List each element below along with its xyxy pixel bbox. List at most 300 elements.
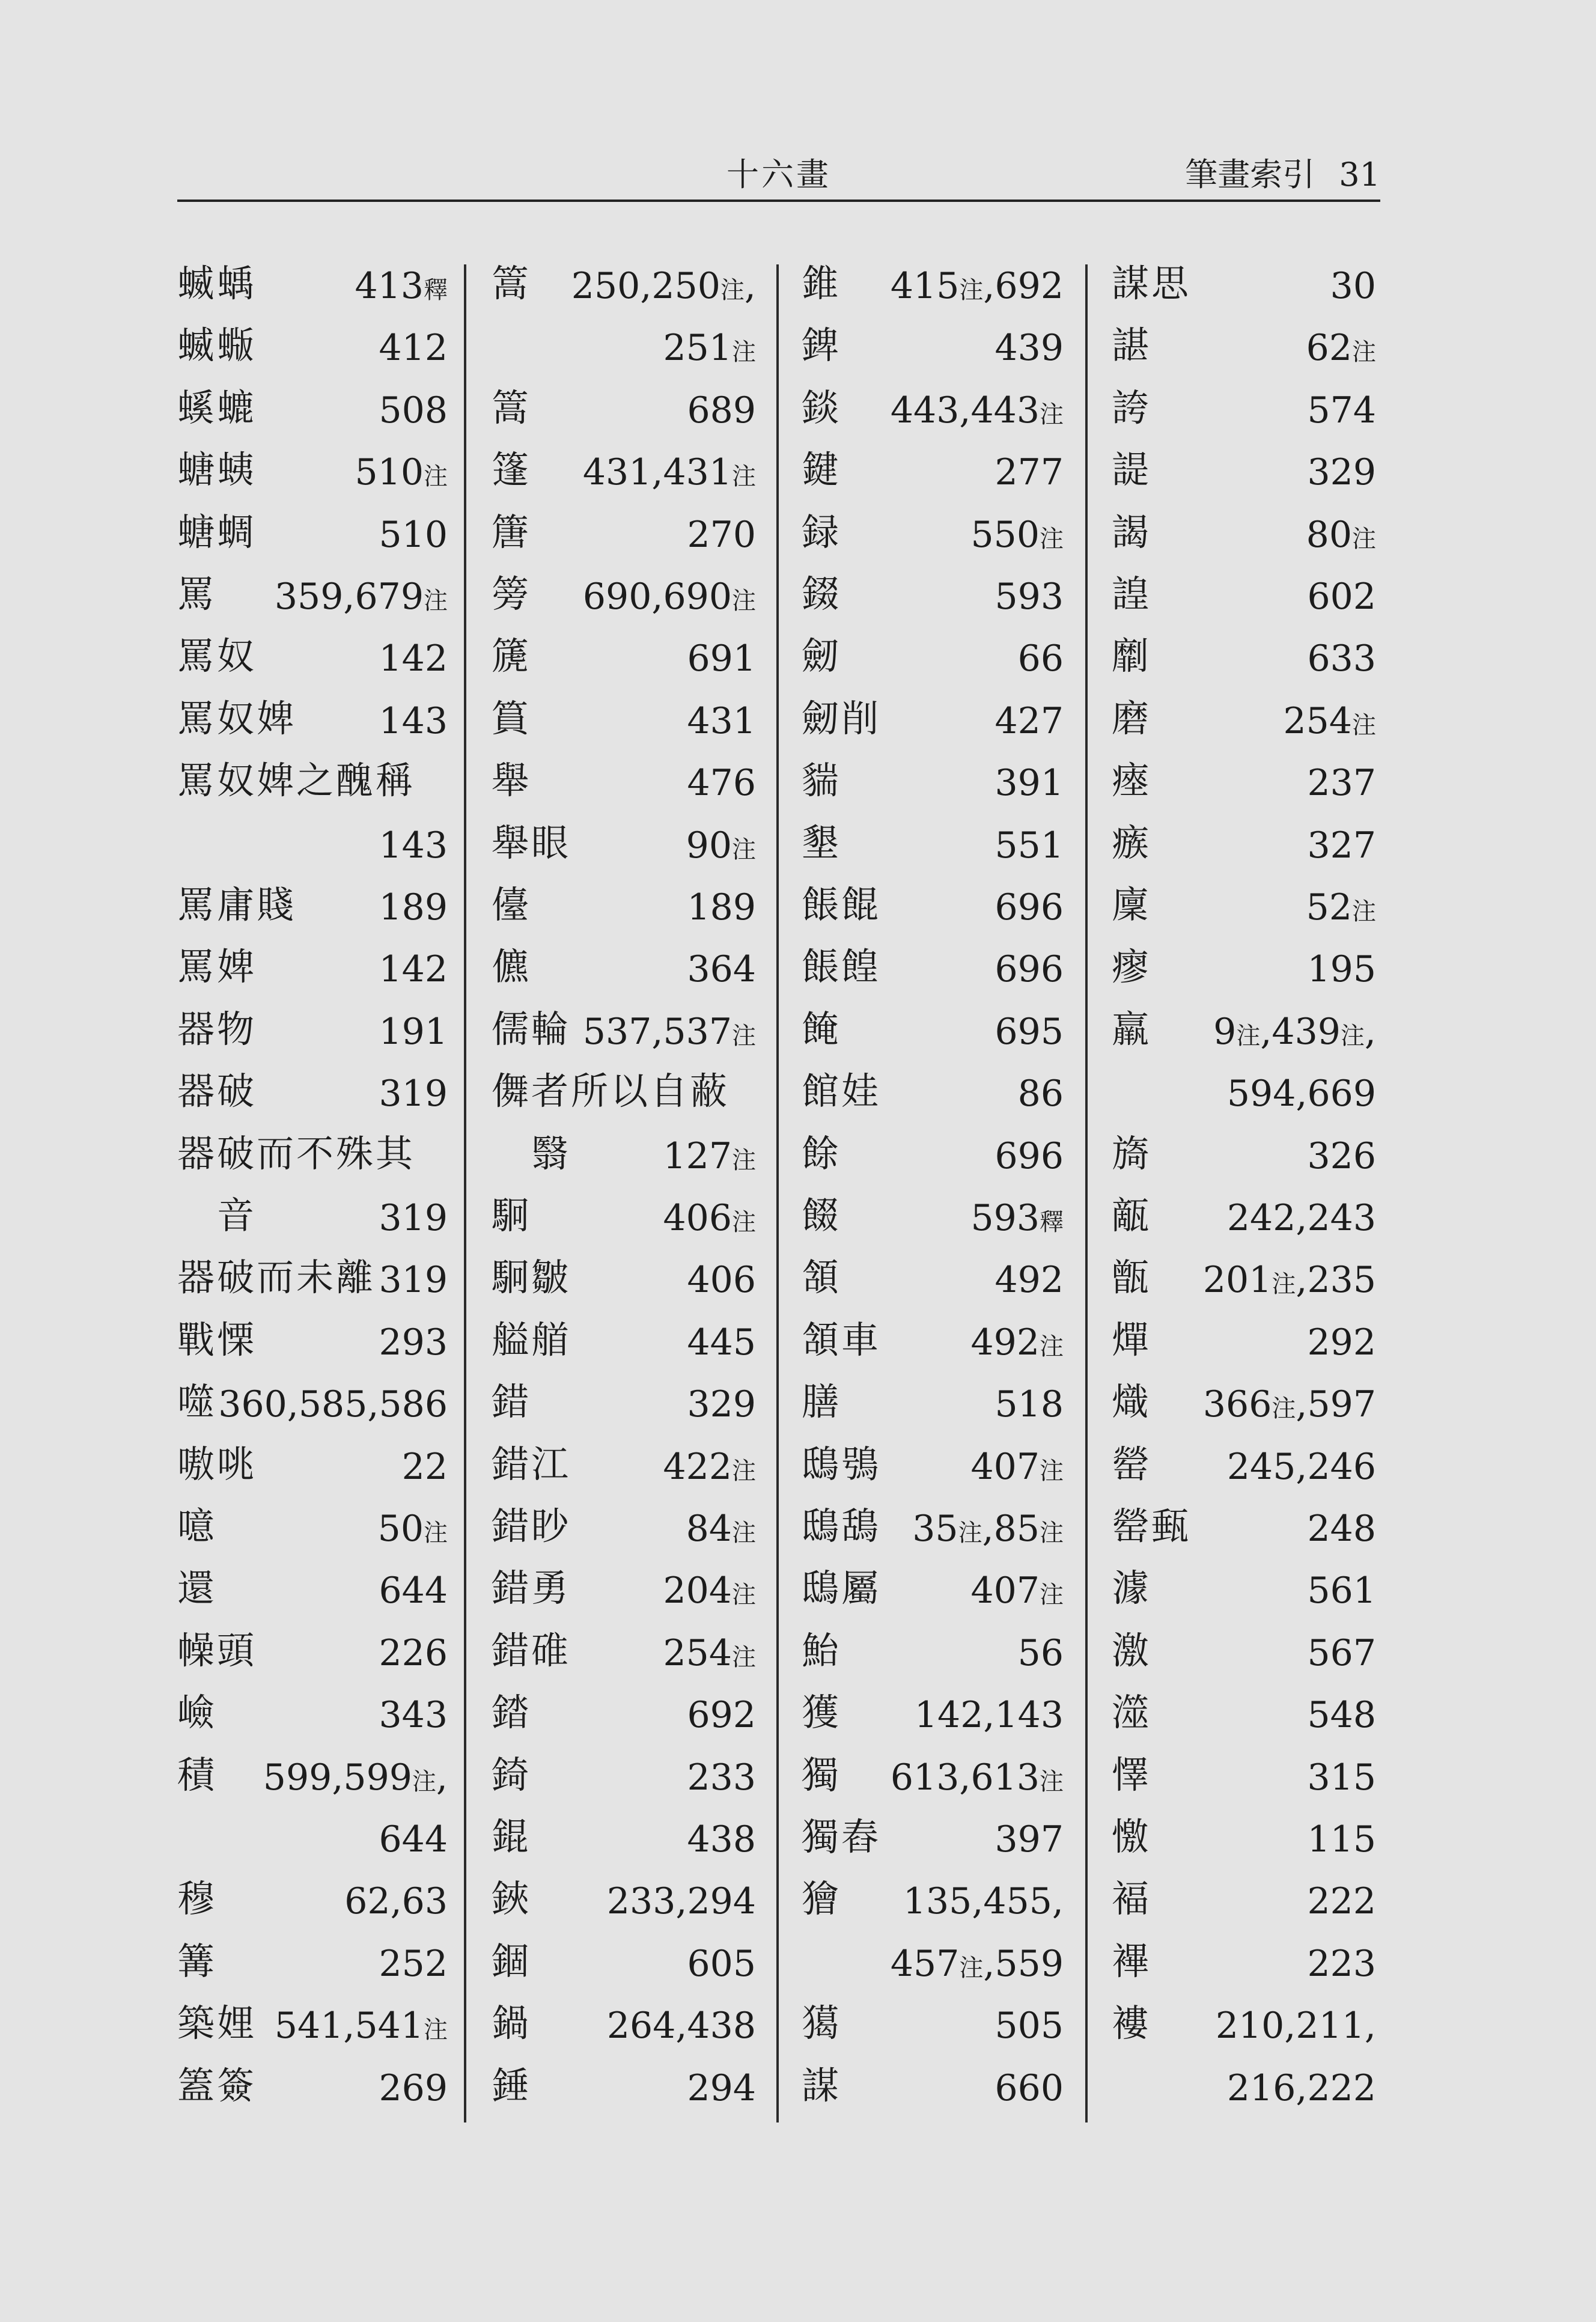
page-number-ref: 56: [1017, 1632, 1064, 1674]
page-number-ref: 201: [1202, 1259, 1272, 1302]
page-number-ref: 366: [1202, 1383, 1272, 1426]
index-entry: [1112, 446, 1376, 508]
index-entry: [492, 1999, 756, 2062]
entry-page-refs: [687, 1256, 756, 1304]
page-number-ref: 691: [687, 638, 756, 680]
page-number-ref: 115: [1307, 1818, 1376, 1860]
entry-page-refs: [687, 1318, 756, 1367]
index-entry: [802, 1378, 1064, 1440]
entry-page-refs: [1307, 386, 1376, 434]
index-entry: [1112, 1005, 1376, 1068]
index-entry: [1112, 508, 1376, 571]
page-number-ref: ,: [1364, 1010, 1376, 1053]
page-number-ref: 518: [994, 1383, 1064, 1426]
annotation-mark: 注: [1352, 898, 1376, 925]
page-number-ref: 277: [994, 451, 1064, 494]
index-entry: [802, 1937, 1064, 2000]
entry-term: 鍵: [802, 448, 842, 492]
entry-page-refs: [1307, 1877, 1376, 1925]
index-entry: [492, 757, 756, 819]
entry-term: 蝛蝺: [177, 261, 257, 305]
annotation-mark: 注: [424, 463, 448, 491]
entry-page-refs: [583, 573, 756, 625]
page-number-ref: 210,211,: [1215, 2005, 1376, 2047]
index-entry: [177, 757, 448, 819]
page-number-ref: 195: [1307, 948, 1376, 991]
index-column-1: [177, 260, 448, 2122]
index-entry: [1112, 1316, 1376, 1379]
entry-term: 諟: [1112, 448, 1152, 492]
index-entry: [802, 1254, 1064, 1316]
index-entry: [802, 321, 1064, 384]
entry-page-refs: [994, 821, 1064, 870]
entry-term: 館娃: [802, 1069, 882, 1114]
page-number-ref: 508: [379, 389, 448, 431]
entry-term: 誇: [1112, 385, 1152, 430]
page-number-ref: 223: [1307, 1942, 1376, 1985]
entry-page-refs: [1307, 1691, 1376, 1739]
annotation-mark: 注: [732, 463, 756, 491]
index-entry: [177, 321, 448, 384]
entry-page-refs: [687, 883, 756, 931]
index-entry: [802, 757, 1064, 819]
entry-term: 儒輪: [492, 1007, 571, 1051]
index-entry: [1112, 1502, 1376, 1565]
entry-page-refs: [687, 2064, 756, 2112]
index-entry: [492, 632, 756, 695]
index-entry: [492, 1316, 756, 1379]
entry-term: 罵奴婢: [177, 696, 297, 740]
entry-term: 鴟鴰: [802, 1504, 882, 1548]
page-number-ref: 695: [994, 1010, 1064, 1053]
entry-page-refs: [970, 1443, 1064, 1495]
entry-term: 舉: [492, 758, 532, 803]
entry-term: 錔: [492, 1690, 532, 1735]
index-entry: [492, 384, 756, 446]
entry-page-refs: [1213, 1008, 1376, 1060]
page-number-ref: 551: [994, 824, 1064, 867]
entry-term: 墾: [802, 820, 842, 865]
entry-page-refs: [994, 2064, 1064, 2112]
page-number-ref: 548: [1307, 1694, 1376, 1737]
entry-page-refs: [275, 573, 448, 625]
annotation-mark: 注: [732, 835, 756, 864]
entry-page-refs: [994, 1132, 1064, 1180]
entry-term: 鴟鴞: [802, 1442, 882, 1486]
index-entry: [177, 1937, 448, 2000]
annotation-mark: 注: [732, 1022, 756, 1050]
entry-term: 篙: [492, 385, 532, 430]
entry-page-refs: [1018, 635, 1064, 683]
entry-term: 儓: [492, 883, 532, 927]
page-number-ref: ,85: [982, 1508, 1040, 1550]
annotation-mark: 注: [424, 2016, 448, 2044]
page-number-ref: 359,679: [274, 576, 424, 618]
entry-page-refs: [970, 1318, 1064, 1371]
entry-term: 罵庸賤: [177, 883, 297, 927]
entry-page-refs: [379, 324, 448, 372]
entry-page-refs: [994, 1380, 1064, 1428]
entry-page-refs: [275, 2002, 448, 2054]
entry-term: 瘞: [1112, 758, 1152, 803]
page-number-ref: 135,455,: [903, 1880, 1064, 1923]
index-entry: [1112, 1689, 1376, 1751]
index-entry: [1112, 819, 1376, 882]
annotation-mark: 注: [959, 1954, 984, 1982]
page-number-ref: 644: [379, 1818, 448, 1860]
column-divider: [464, 264, 466, 2122]
entry-page-refs: [379, 1691, 448, 1739]
entry-page-refs: [1227, 1070, 1376, 1118]
index-entry: [802, 1316, 1064, 1379]
index-entry: [1112, 1999, 1376, 2062]
entry-term: 錡: [492, 1752, 532, 1797]
page-number-ref: 567: [1307, 1632, 1376, 1674]
entry-page-refs: [1018, 1070, 1064, 1118]
entry-page-refs: [1307, 1132, 1376, 1180]
page-number-ref: 574: [1307, 389, 1376, 431]
entry-term: 獨舂: [802, 1815, 882, 1859]
index-entry: [802, 632, 1064, 695]
page-number-ref: 127: [663, 1135, 732, 1177]
entry-page-refs: [1307, 448, 1376, 496]
page-number-ref: 593: [970, 1197, 1040, 1239]
page-number-ref: 50: [377, 1508, 424, 1550]
entry-page-refs: [1307, 1318, 1376, 1367]
page-number-ref: 660: [994, 2067, 1064, 2109]
entry-page-refs: [344, 1877, 448, 1925]
entry-page-refs: [379, 1567, 448, 1615]
index-entry: [1112, 1378, 1376, 1440]
page-number-ref: 237: [1307, 762, 1376, 805]
page-number-ref: 593: [994, 576, 1064, 618]
entry-term: 罃甀: [1112, 1504, 1192, 1548]
entry-page-refs: [994, 945, 1064, 993]
index-entry: [802, 1192, 1064, 1254]
entry-term: 罃: [1112, 1442, 1152, 1486]
entry-term: 懌: [1112, 1752, 1152, 1797]
entry-term: 錯眇: [492, 1504, 571, 1548]
index-entry: [177, 1067, 448, 1130]
page-number-ref: 293: [379, 1321, 448, 1364]
entry-term: 獨: [802, 1752, 842, 1797]
index-entry: [1112, 1627, 1376, 1689]
page-number-ref: 252: [379, 1942, 448, 1985]
page-number-ref: ,: [436, 1756, 448, 1799]
entry-page-refs: [1307, 573, 1376, 621]
entry-page-refs: [379, 1008, 448, 1056]
entry-page-refs: [1227, 1443, 1376, 1491]
index-entry: [492, 1937, 756, 2000]
entry-term: 謁: [1112, 510, 1152, 554]
index-entry: [802, 384, 1064, 446]
index-entry: [177, 260, 448, 322]
entry-term: 蝛蝂: [177, 323, 257, 368]
index-entry: [1112, 632, 1376, 695]
entry-term: 錕: [492, 1815, 532, 1859]
column-divider: [776, 264, 779, 2122]
annotation-mark: 注: [959, 276, 984, 304]
entry-page-refs: [1307, 1567, 1376, 1615]
page-number-ref: ,692: [983, 265, 1064, 307]
entry-term: 駉皺: [492, 1255, 571, 1300]
page-number-ref: 90: [686, 824, 732, 867]
index-entry: [492, 1502, 756, 1565]
entry-term: 餦餛: [802, 883, 882, 927]
entry-term: 甋: [1112, 1193, 1152, 1237]
entry-page-refs: [687, 1691, 756, 1739]
annotation-mark: 注: [1340, 1022, 1365, 1050]
entry-term: 駉: [492, 1193, 532, 1237]
entry-page-refs: [970, 511, 1064, 563]
entry-term: 劒削: [802, 696, 882, 740]
page-number-ref: 250,250: [571, 265, 720, 307]
index-entry: [177, 1999, 448, 2062]
entry-page-refs: [379, 2064, 448, 2112]
entry-term: 甑: [1112, 1255, 1152, 1300]
index-entry: [177, 1564, 448, 1627]
entry-term: 錣: [802, 572, 842, 616]
index-entry: [1112, 1813, 1376, 1876]
entry-page-refs: [687, 697, 756, 745]
index-entry: [802, 943, 1064, 1005]
page-number-ref: 62: [1306, 327, 1352, 370]
index-entry: [802, 1813, 1064, 1876]
index-entry: [802, 570, 1064, 633]
index-entry: [1112, 2062, 1376, 2124]
index-title: 筆畫索引: [1185, 156, 1315, 194]
page-number-ref: 216,222: [1226, 2067, 1376, 2109]
page-number-ref: 696: [994, 1135, 1064, 1177]
annotation-mark: 注: [732, 587, 756, 615]
annotation-mark: 注: [1040, 1581, 1064, 1609]
page-number-ref: 269: [379, 2067, 448, 2109]
index-entry: [177, 384, 448, 446]
index-entry: [802, 881, 1064, 943]
page-number-ref: 364: [687, 948, 756, 991]
index-entry: [177, 1192, 448, 1254]
entry-page-refs: [1307, 821, 1376, 870]
entry-term: 燀: [1112, 1317, 1152, 1362]
entry-page-refs: [1227, 1194, 1376, 1242]
page-number-ref: 142: [379, 638, 448, 680]
entry-page-refs: [379, 697, 448, 745]
index-entry: [1112, 1067, 1376, 1130]
page-number-ref: 397: [994, 1818, 1064, 1860]
index-entry: [802, 1627, 1064, 1689]
index-entry: [492, 881, 756, 943]
index-entry: [492, 1130, 756, 1192]
entry-term: 餦餭: [802, 945, 882, 989]
entry-term: 憿: [1112, 1815, 1152, 1859]
entry-page-refs: [1307, 1754, 1376, 1802]
index-entry: [1112, 695, 1376, 757]
index-entry: [1112, 1130, 1376, 1192]
index-entry: [177, 881, 448, 943]
page-number-ref: 594,669: [1226, 1073, 1376, 1115]
entry-term: 篷: [492, 448, 532, 492]
page-number-ref: 30: [1330, 265, 1376, 307]
entry-term: 褔: [1112, 1877, 1152, 1921]
entry-page-refs: [686, 821, 756, 874]
entry-term: 獲: [802, 1690, 842, 1735]
page-number-ref: 438: [687, 1818, 756, 1860]
index-entry: [177, 1378, 448, 1440]
entry-term: 艗艏: [492, 1317, 571, 1362]
entry-page-refs: [994, 573, 1064, 621]
page-number-ref: 86: [1017, 1073, 1064, 1115]
index-entry: [1112, 321, 1376, 384]
entry-page-refs: [1307, 945, 1376, 993]
annotation-mark: 釋: [424, 276, 448, 304]
index-entry: [802, 1875, 1064, 1937]
entry-term: 篖: [492, 510, 532, 554]
page-number-ref: 407: [970, 1445, 1040, 1488]
entry-term: 謀: [802, 2063, 842, 2107]
index-entry: [1112, 757, 1376, 819]
entry-page-refs: [687, 1815, 756, 1863]
index-entry: [492, 1813, 756, 1876]
annotation-mark: 釋: [1040, 1208, 1064, 1236]
entry-term: 澨: [1112, 1690, 1152, 1735]
entry-page-refs: [1227, 2064, 1376, 2112]
page-number-ref: 270: [687, 513, 756, 556]
index-entry: [492, 1067, 756, 1130]
index-entry: [177, 819, 448, 882]
annotation-mark: 注: [958, 1519, 982, 1547]
index-entry: [1112, 1564, 1376, 1627]
entry-term: 頷車: [802, 1317, 882, 1362]
page-number-ref: 264,438: [606, 2005, 756, 2047]
page-number-ref: 191: [379, 1010, 448, 1053]
index-entry: [802, 1689, 1064, 1751]
page-number: 31: [1339, 156, 1380, 194]
page-number-ref: 602: [1307, 576, 1376, 618]
entry-term: 罵奴婢之醜稱: [177, 758, 416, 803]
index-entry: [177, 943, 448, 1005]
entry-term: 螗蜩: [177, 510, 257, 554]
entry-page-refs: [1307, 1629, 1376, 1677]
index-entry: [802, 1130, 1064, 1192]
entry-page-refs: [1018, 1629, 1064, 1677]
annotation-mark: 注: [412, 1767, 436, 1796]
entry-term: 劘: [1112, 634, 1152, 678]
entry-term: 儛者所以自蔽: [492, 1069, 730, 1114]
index-entry: [177, 570, 448, 633]
entry-term: 諶: [1112, 323, 1152, 368]
entry-term: 螗蛦: [177, 448, 257, 492]
index-entry: [177, 1440, 448, 1503]
entry-term: 舉眼: [492, 820, 571, 865]
entry-page-refs: [583, 1008, 756, 1060]
entry-page-refs: [1330, 262, 1376, 310]
entry-page-refs: [1306, 883, 1376, 936]
entry-page-refs: [663, 1194, 756, 1246]
entry-term: 嗷咷: [177, 1442, 257, 1486]
entry-page-refs: [915, 1691, 1064, 1739]
index-entry: [177, 1751, 448, 1814]
entry-term: 錯: [492, 1380, 532, 1424]
index-entry: [492, 1875, 756, 1937]
entry-term: 翳: [492, 1131, 571, 1175]
entry-page-refs: [891, 1940, 1064, 1992]
page-number-ref: 189: [379, 886, 448, 928]
entry-term: 澽: [1112, 1566, 1152, 1610]
page-number-ref: 599,599: [263, 1756, 412, 1799]
page-number-ref: 189: [687, 886, 756, 928]
entry-page-refs: [994, 759, 1064, 807]
entry-term: 錟: [802, 385, 842, 430]
page-number-ref: ,439: [1260, 1010, 1341, 1053]
index-entry: [177, 2062, 448, 2124]
index-entry: [492, 321, 756, 384]
entry-term: 器破而不殊其: [177, 1131, 416, 1175]
annotation-mark: 注: [732, 1581, 756, 1609]
entry-term: 積: [177, 1752, 218, 1797]
entry-page-refs: [687, 1940, 756, 1988]
page-number-ref: 254: [1283, 699, 1352, 742]
page-number-ref: 443,443: [890, 389, 1040, 431]
index-entry: [1112, 1254, 1376, 1316]
index-entry: [1112, 1875, 1376, 1937]
entry-page-refs: [994, 1815, 1064, 1863]
entry-page-refs: [1307, 759, 1376, 807]
index-column-2: [492, 260, 756, 2122]
page-number-ref: 510: [355, 451, 424, 494]
entry-page-refs: [607, 2002, 756, 2050]
index-entry: [1112, 260, 1376, 322]
entry-term: 器破而未離: [177, 1255, 376, 1300]
page-number-ref: 80: [1306, 513, 1352, 556]
page-number-ref: 315: [1307, 1756, 1376, 1799]
entry-term: 錐: [802, 261, 842, 305]
page-number-ref: 690,690: [582, 576, 732, 618]
entry-term: 戰慄: [177, 1317, 257, 1362]
page-number-ref: 406: [687, 1259, 756, 1302]
entry-page-refs: [663, 1132, 756, 1184]
entry-page-refs: [571, 262, 756, 314]
page-number-ref: 143: [379, 699, 448, 742]
index-entry: [492, 1440, 756, 1503]
annotation-mark: 注: [1272, 1270, 1296, 1299]
annotation-mark: 注: [1040, 525, 1064, 553]
annotation-mark: 注: [1272, 1395, 1296, 1423]
page-number-ref: 9: [1213, 1010, 1237, 1053]
page-number-ref: 326: [1307, 1135, 1376, 1177]
entry-term: 築娌: [177, 2001, 257, 2046]
page-number-ref: 142,143: [914, 1694, 1064, 1737]
entry-page-refs: [687, 1754, 756, 1802]
entry-term: 穆: [177, 1877, 218, 1921]
index-entry: [177, 1005, 448, 1068]
entry-page-refs: [994, 697, 1064, 745]
entry-term: 鮐: [802, 1628, 842, 1672]
annotation-mark: 注: [732, 338, 756, 367]
page-number-ref: 226: [379, 1632, 448, 1674]
entry-page-refs: [687, 635, 756, 683]
annotation-mark: 注: [732, 1519, 756, 1547]
annotation-mark: 注: [1352, 525, 1376, 553]
entry-term: 篕簽: [177, 2063, 257, 2107]
entry-term: 膳: [802, 1380, 842, 1424]
entry-page-refs: [379, 1256, 448, 1304]
page-number-ref: 510: [379, 513, 448, 556]
entry-page-refs: [355, 448, 448, 501]
page-number-ref: 319: [379, 1197, 448, 1239]
index-entry: [492, 1378, 756, 1440]
page-number-ref: 245,246: [1226, 1445, 1376, 1488]
entry-page-refs: [1307, 635, 1376, 683]
